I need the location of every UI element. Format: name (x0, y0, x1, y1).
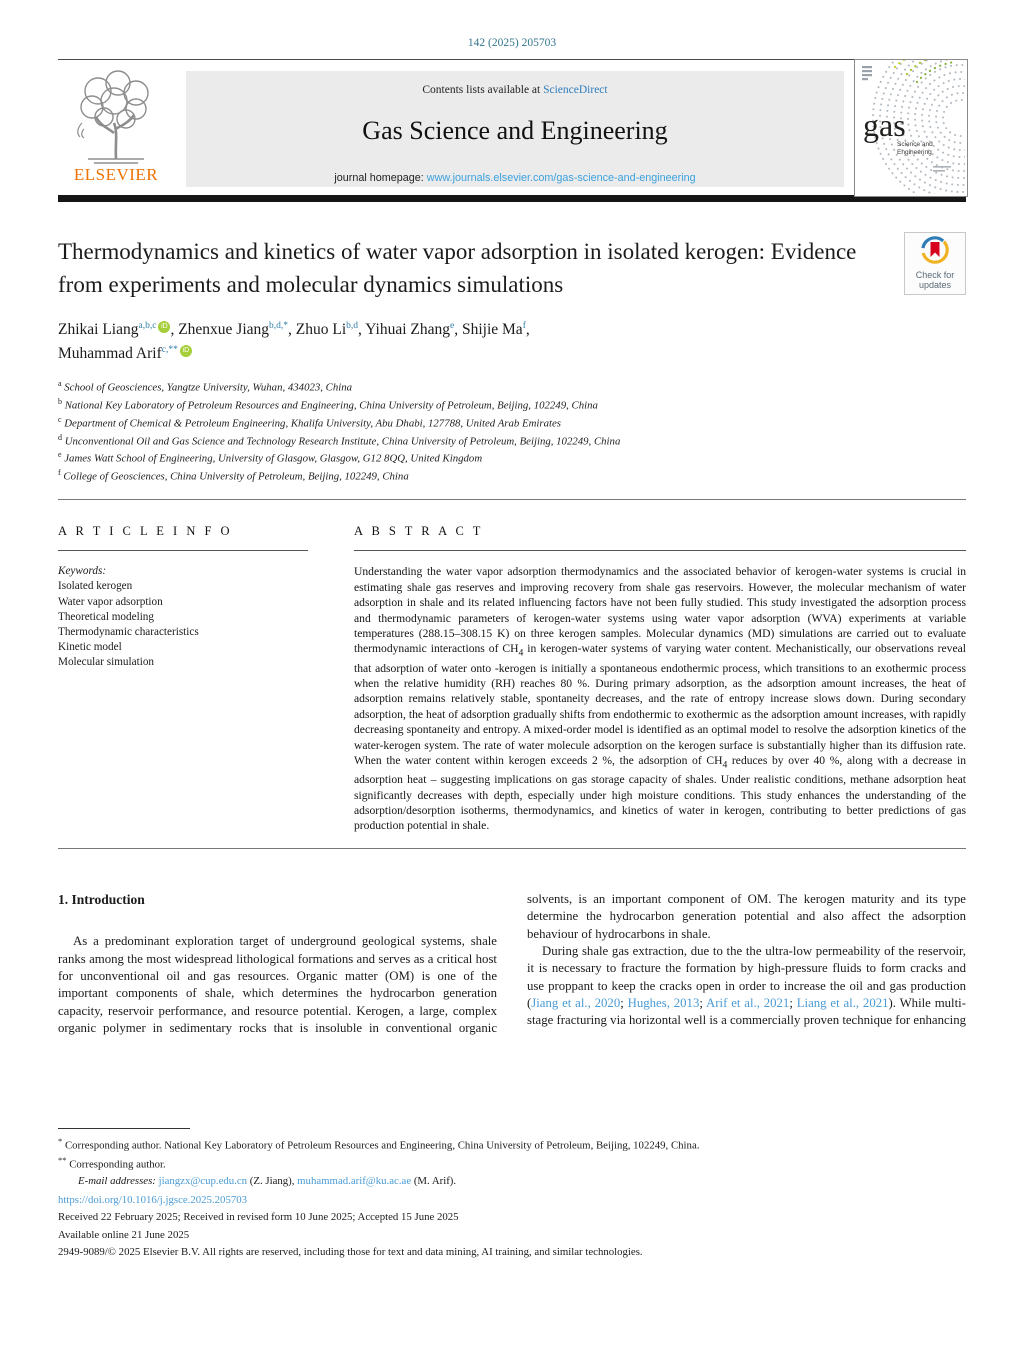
article-title: Thermodynamics and kinetics of water vapor adsorption in isolated kerogen: Evidence from experiments and molecular dynamics simulations (58, 239, 857, 297)
email-addresses-line (78, 1173, 966, 1189)
introduction-heading: 1. Introduction (58, 891, 145, 907)
svg-text:Science and: Science and (897, 141, 933, 148)
info-abstract-section (58, 524, 966, 833)
citation-link[interactable]: Hughes, 2013 (627, 996, 700, 1011)
homepage-line (186, 172, 844, 184)
author-name: Zhuo Li (295, 320, 347, 338)
keyword: Theoretical modeling (58, 610, 154, 623)
footnote-text: Corresponding author. National Key Laboratory of Petroleum Resources and Engineering, China University of Petroleum, Beijing, 102249, China. (62, 1139, 700, 1152)
masthead-bottom-bar (58, 195, 966, 202)
author-name: Yihuai Zhang (365, 320, 451, 338)
orcid-icon[interactable]: iD (158, 321, 170, 333)
footnote-block (58, 1128, 966, 1189)
paragraph-seg: During shale gas extraction, due to the the ultra-low permeability of the reservoir, it is necessary to fracture the formation by high-pressure fluids to form cracks and use proppant to keep the cracks open in order to increase the oil and gas production ( (527, 943, 966, 1011)
corresponding-author-note-2 (58, 1154, 966, 1173)
check-for-updates-label (907, 270, 963, 291)
ch4-subscript: 4 (518, 647, 524, 659)
affiliation (58, 432, 966, 450)
author-sep: , (525, 320, 530, 338)
elsevier-tree-icon (68, 67, 164, 167)
affil-text: Department of Chemical & Petroleum Engineering, Khalifa University, Abu Dhabi, 127788, United Arab Emirates (61, 417, 561, 430)
journal-cover-thumbnail (854, 59, 968, 197)
contents-prefix: Contents lists available at (422, 84, 544, 96)
journal-homepage-link[interactable]: www.journals.elsevier.com/gas-science-and-engineering (426, 172, 696, 184)
abstract-text (354, 564, 966, 833)
paragraph-seg: ). While multi-stage fracturing via horizontal well is a commercially proven technique for enhancing (527, 996, 966, 1028)
affil-text: Unconventional Oil and Gas Science and Technology Research Institute, China University of Petroleum, Beijing, 102249, China (62, 435, 621, 448)
title-block (58, 236, 966, 302)
footnote-marker: ** (58, 1154, 67, 1165)
abstract-rule (354, 550, 966, 551)
author (365, 321, 462, 338)
orcid-icon[interactable]: iD (180, 345, 192, 357)
abstract-seg: reduces by over 40 %, along with a decrease in adsorption heat – suggesting implications on gas storage capacity of shales. Under realistic conditions, methane adsorption heat significantly decreases with depth, especially under high moisture conditions. This study enhances the understanding of the adsorption/desorption isotherms, thermodynamics, and kinetics of water in kerogen, contributing to better predictions of gas production potential in shale. (354, 753, 966, 833)
journal-volume-ref: 142 (2025) 205703 (467, 37, 557, 49)
affiliation (58, 378, 966, 396)
article-info-heading: A R T I C L E I N F O (58, 524, 233, 539)
affil-sup: e (58, 450, 62, 460)
sciencedirect-link[interactable]: ScienceDirect (543, 84, 608, 96)
citation-sep: ; (620, 996, 628, 1011)
affil-sup: b (58, 396, 62, 406)
email-owner: (M. Arif). (411, 1174, 457, 1187)
badge-line1: Check for (915, 270, 955, 280)
affil-text: James Watt School of Engineering, University of Glasgow, Glasgow, G12 8QQ, United Kingdom (61, 453, 483, 466)
abstract-heading: A B S T R A C T (354, 524, 484, 539)
abstract-bottom-divider (58, 848, 966, 849)
author-affil-sup: b,d,* (269, 320, 289, 331)
author-list (58, 318, 818, 366)
affiliation-list (58, 378, 966, 486)
top-divider (58, 59, 966, 60)
elsevier-logo (58, 67, 174, 189)
author-name: Zhikai Liang (58, 320, 139, 338)
citation-sep: ; (699, 996, 707, 1011)
affil-sup: d (58, 432, 62, 442)
journal-banner (186, 71, 844, 187)
footnote-divider (58, 1128, 190, 1129)
author (462, 321, 530, 338)
author (58, 321, 178, 338)
author-name: Shijie Ma (461, 320, 523, 338)
keyword: Molecular simulation (58, 655, 155, 668)
doi-link[interactable]: https://doi.org/10.1016/j.jgsce.2025.205703 (58, 1194, 248, 1206)
journal-title: Gas Science and Engineering (362, 116, 668, 145)
affil-text: School of Geosciences, Yangtze University, Wuhan, 434023, China (61, 381, 353, 394)
corresponding-author-note (58, 1135, 966, 1154)
intro-paragraph (527, 943, 966, 1030)
info-top-divider (58, 499, 966, 500)
author (58, 345, 192, 362)
author-affil-sup: c,** (161, 344, 178, 355)
author-affil-sup: e (450, 320, 455, 331)
affiliation (58, 396, 966, 414)
ch4-subscript: 4 (722, 759, 728, 771)
abstract-column (354, 524, 966, 833)
author-affil-sup: b,d (346, 320, 359, 331)
keyword: Water vapor adsorption (58, 595, 163, 608)
email-link[interactable]: jiangzx@cup.edu.cn (158, 1174, 248, 1187)
body-columns (58, 891, 966, 1038)
footnote-marker: * (58, 1136, 63, 1146)
affil-sup: f (58, 468, 61, 478)
available-online-line: Available online 21 June 2025 (58, 1228, 190, 1241)
affil-text: National Key Laboratory of Petroleum Resources and Engineering, China University of Petroleum, Beijing, 102249, China (62, 399, 598, 412)
elsevier-wordmark: ELSEVIER (73, 165, 159, 184)
svg-text:Engineering: Engineering (897, 149, 932, 156)
journal-cover-art (855, 60, 965, 194)
copyright-line: 2949-9089/© 2025 Elsevier B.V. All rights are reserved, including those for text and data mining, AI training, and similar technologies. (58, 1245, 643, 1258)
author (178, 321, 296, 338)
email-label: E-mail addresses: (78, 1174, 159, 1187)
affiliation (58, 467, 966, 485)
article-info-rule (58, 550, 308, 551)
masthead (58, 67, 966, 189)
citation-sep: ; (789, 996, 797, 1011)
author-sep: , (454, 320, 462, 338)
affil-text: College of Geosciences, China University of Petroleum, Beijing, 102249, China (60, 470, 409, 483)
author-name: Zhenxue Jiang (178, 320, 270, 338)
citation-link[interactable]: Arif et al., 2021 (706, 996, 790, 1011)
author (296, 321, 365, 338)
intro-paragraph: solvents, is an important component of OM. The kerogen maturity and its type determine the hydrocarbon generation potential and also affect the adsorption behaviour of hydrocarbons in shale. (527, 891, 966, 941)
article-info-column (58, 524, 308, 833)
doi-line (58, 1192, 966, 1209)
email-owner: (Z. Jiang), (247, 1174, 298, 1187)
svg-text:gas: gas (863, 107, 906, 143)
citation-link[interactable]: Liang et al., 2021 (796, 996, 889, 1011)
author-affil-sup: a,b,c (138, 320, 157, 331)
affiliation (58, 414, 966, 432)
abstract-seg: Understanding the water vapor adsorption thermodynamics and the associated behavior of kerogen-water systems is crucial in estimating shale gas reserves and improving recovery from shale gas reservoirs. However, the molecular mechanism of water adsorption in shale and its related influencing factors have not been fully studied. This study investigated the adsorption process and thermodynamic parameters of kerogen-water systems using water vapor adsorption (WVA) experiments at variable temperatures (288.15–308.15 K) on three kerogen samples. Molecular dynamics (MD) simulations are carried out to evaluate thermodynamic interactions of CH (354, 565, 966, 656)
email-link[interactable]: muhammad.arif@ku.ac.ae (297, 1174, 412, 1187)
check-for-updates-badge[interactable] (904, 232, 966, 295)
author-sep: , (170, 320, 179, 338)
affil-sup: a (58, 378, 62, 388)
author-name: Muhammad Arif (58, 344, 162, 362)
received-line: Received 22 February 2025; Received in revised form 10 June 2025; Accepted 15 June 2025 (58, 1211, 459, 1224)
badge-line2: updates (918, 280, 952, 291)
homepage-prefix: journal homepage: (334, 172, 427, 184)
author-affil-sup: f (522, 320, 526, 331)
right-column (527, 891, 966, 1038)
left-column (58, 891, 497, 1038)
keyword: Kinetic model (58, 640, 122, 653)
author-sep: , (358, 320, 366, 338)
publication-meta-block (58, 1192, 966, 1261)
check-for-updates-icon (920, 235, 950, 265)
keywords-label: Keywords: (58, 565, 107, 578)
author-sep: , (288, 320, 296, 338)
citation-link[interactable]: Jiang et al., 2020 (531, 996, 621, 1011)
footnote-text: Corresponding author. (66, 1158, 166, 1171)
abstract-seg: in kerogen-water systems of varying water content. Mechanistically, our observations reveal that adsorption of water onto -kerogen is initially a spontaneous endothermic process, which transitions to an exothermic process when the relative humidity (RH) reaches 80 %. During primary adsorption, as the adsorption amount increases, the heat of adsorption remains relatively stable, spontaneity decreases, and the rate of entropy increase slows down. During secondary adsorption, the heat of adsorption gradually shifts from endothermic to exothermic as the adsorption amount increases, with rapidly decreasing spontaneity and entropy. A mixed-order model is identified as an optimal model to resolve the adsorption kinetics of the water-kerogen system. The rate of water molecule adsorption on the kerogen surface is substantially higher than its diffusion rate. When the water content within kerogen exceeds 2 %, the adsorption of CH (354, 642, 966, 767)
affiliation (58, 449, 966, 467)
keyword: Thermodynamic characteristics (58, 625, 199, 638)
keyword: Isolated kerogen (58, 580, 133, 593)
affil-sup: c (58, 414, 62, 424)
contents-line (186, 84, 844, 96)
intro-paragraph: As a predominant exploration target of underground geological systems, shale ranks among the most widespread lithological formations and serves as a critical host for unconventional oil and gas resources. Organic matter (OM) is one of the important components of shale, which determines the hydrocarbon generation capacity, reservoir performance, and resource potential. Kerogen, a large, complex organic polymer in sedimentary rocks that is insoluble in conventional organic (58, 934, 497, 1036)
